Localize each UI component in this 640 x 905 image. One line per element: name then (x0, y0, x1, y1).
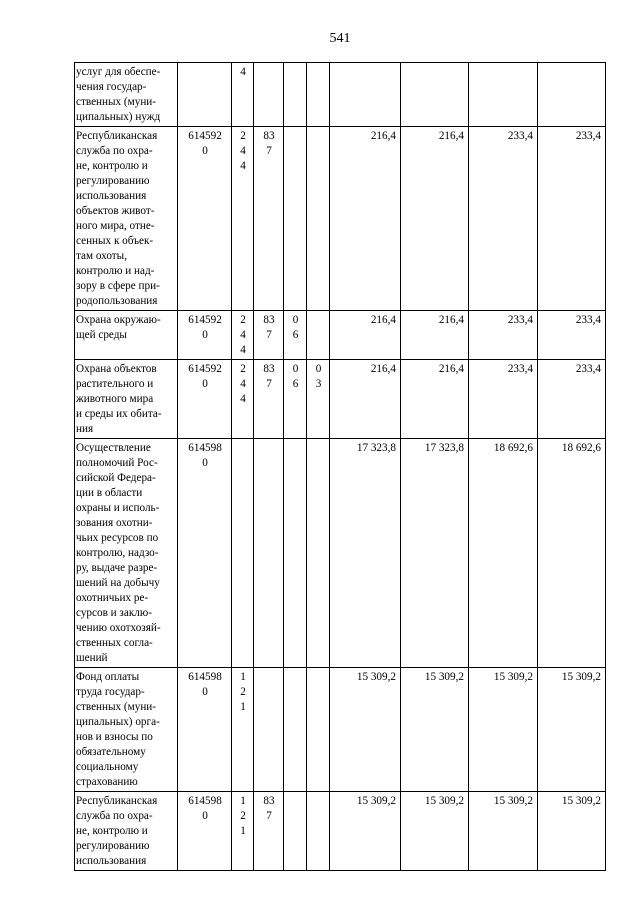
department-code-cell: 83 7 (254, 311, 284, 360)
expense-type-cell: 2 4 4 (232, 311, 254, 360)
row-name-cell: Охрана окружаю- щей среды (75, 311, 178, 360)
target-code-cell: 614592 0 (178, 360, 232, 439)
section-code-cell (284, 127, 307, 311)
amount-cell-4: 15 309,2 (538, 668, 606, 792)
amount-cell-2: 15 309,2 (401, 792, 469, 871)
row-name-cell: Республиканская служба по охра- не, контролю и регулированию использования (75, 792, 178, 871)
section-code-cell (284, 439, 307, 668)
table-row (75, 792, 606, 871)
amount-cell-3: 15 309,2 (469, 792, 538, 871)
table-row (75, 439, 606, 668)
subsection-code-cell (307, 311, 330, 360)
expense-type-cell: 2 4 4 (232, 127, 254, 311)
department-code-cell: 83 7 (254, 360, 284, 439)
page-number: 541 (329, 31, 351, 46)
section-code-cell (284, 668, 307, 792)
amount-cell-4: 233,4 (538, 127, 606, 311)
row-name-cell: Республиканская служба по охра- не, контролю и регулированию использования объектов живот- ного мира, отне- сенных к объек- там охоты, контролю и над- зору в сфере при- родопользования (75, 127, 178, 311)
amount-cell-3: 18 692,6 (469, 439, 538, 668)
row-name-cell: услуг для обеспе- чения государ- ственных (муни- ципальных) нужд (75, 63, 178, 127)
target-code-cell: 614598 0 (178, 668, 232, 792)
row-name-cell: Фонд оплаты труда государ- ственных (муни- ципальных) орга- нов и взносы по обязательному социальному страхованию (75, 668, 178, 792)
subsection-code-cell (307, 668, 330, 792)
target-code-cell: 614598 0 (178, 792, 232, 871)
amount-cell-2 (401, 63, 469, 127)
table-row (75, 311, 606, 360)
amount-cell-4: 233,4 (538, 360, 606, 439)
amount-cell-2: 216,4 (401, 311, 469, 360)
amount-cell-1: 15 309,2 (330, 668, 401, 792)
table-body (75, 63, 606, 871)
department-code-cell (254, 63, 284, 127)
subsection-code-cell (307, 127, 330, 311)
amount-cell-1: 216,4 (330, 360, 401, 439)
subsection-code-cell: 0 3 (307, 360, 330, 439)
target-code-cell: 614598 0 (178, 439, 232, 668)
department-code-cell (254, 668, 284, 792)
amount-cell-1 (330, 63, 401, 127)
budget-table (74, 62, 606, 871)
target-code-cell (178, 63, 232, 127)
amount-cell-1: 15 309,2 (330, 792, 401, 871)
amount-cell-2: 216,4 (401, 127, 469, 311)
amount-cell-3: 233,4 (469, 127, 538, 311)
table-row (75, 360, 606, 439)
amount-cell-1: 17 323,8 (330, 439, 401, 668)
expense-type-cell: 4 (232, 63, 254, 127)
subsection-code-cell (307, 439, 330, 668)
subsection-code-cell (307, 63, 330, 127)
table-row (75, 63, 606, 127)
row-name-cell: Осуществление полномочий Рос- сийской Федера- ции в области охраны и исполь- зования охотни- чьих ресурсов по контролю, надзо- ру, выдаче разре- шений на добычу охотничьих ре- сурсов и заклю- чению охотхозяй- ственных согла- шений (75, 439, 178, 668)
target-code-cell: 614592 0 (178, 127, 232, 311)
amount-cell-4: 18 692,6 (538, 439, 606, 668)
table-row (75, 668, 606, 792)
amount-cell-4: 233,4 (538, 311, 606, 360)
amount-cell-3: 233,4 (469, 360, 538, 439)
amount-cell-2: 15 309,2 (401, 668, 469, 792)
subsection-code-cell (307, 792, 330, 871)
department-code-cell: 83 7 (254, 127, 284, 311)
section-code-cell (284, 63, 307, 127)
expense-type-cell: 1 2 1 (232, 668, 254, 792)
table-row (75, 127, 606, 311)
amount-cell-1: 216,4 (330, 311, 401, 360)
amount-cell-4: 15 309,2 (538, 792, 606, 871)
department-code-cell (254, 439, 284, 668)
department-code-cell: 83 7 (254, 792, 284, 871)
amount-cell-4 (538, 63, 606, 127)
section-code-cell: 0 6 (284, 360, 307, 439)
expense-type-cell: 2 4 4 (232, 360, 254, 439)
amount-cell-3: 233,4 (469, 311, 538, 360)
amount-cell-2: 216,4 (401, 360, 469, 439)
expense-type-cell: 1 2 1 (232, 792, 254, 871)
amount-cell-3 (469, 63, 538, 127)
amount-cell-1: 216,4 (330, 127, 401, 311)
amount-cell-3: 15 309,2 (469, 668, 538, 792)
target-code-cell: 614592 0 (178, 311, 232, 360)
expense-type-cell (232, 439, 254, 668)
section-code-cell: 0 6 (284, 311, 307, 360)
amount-cell-2: 17 323,8 (401, 439, 469, 668)
row-name-cell: Охрана объектов растительного и животного мира и среды их обита- ния (75, 360, 178, 439)
section-code-cell (284, 792, 307, 871)
